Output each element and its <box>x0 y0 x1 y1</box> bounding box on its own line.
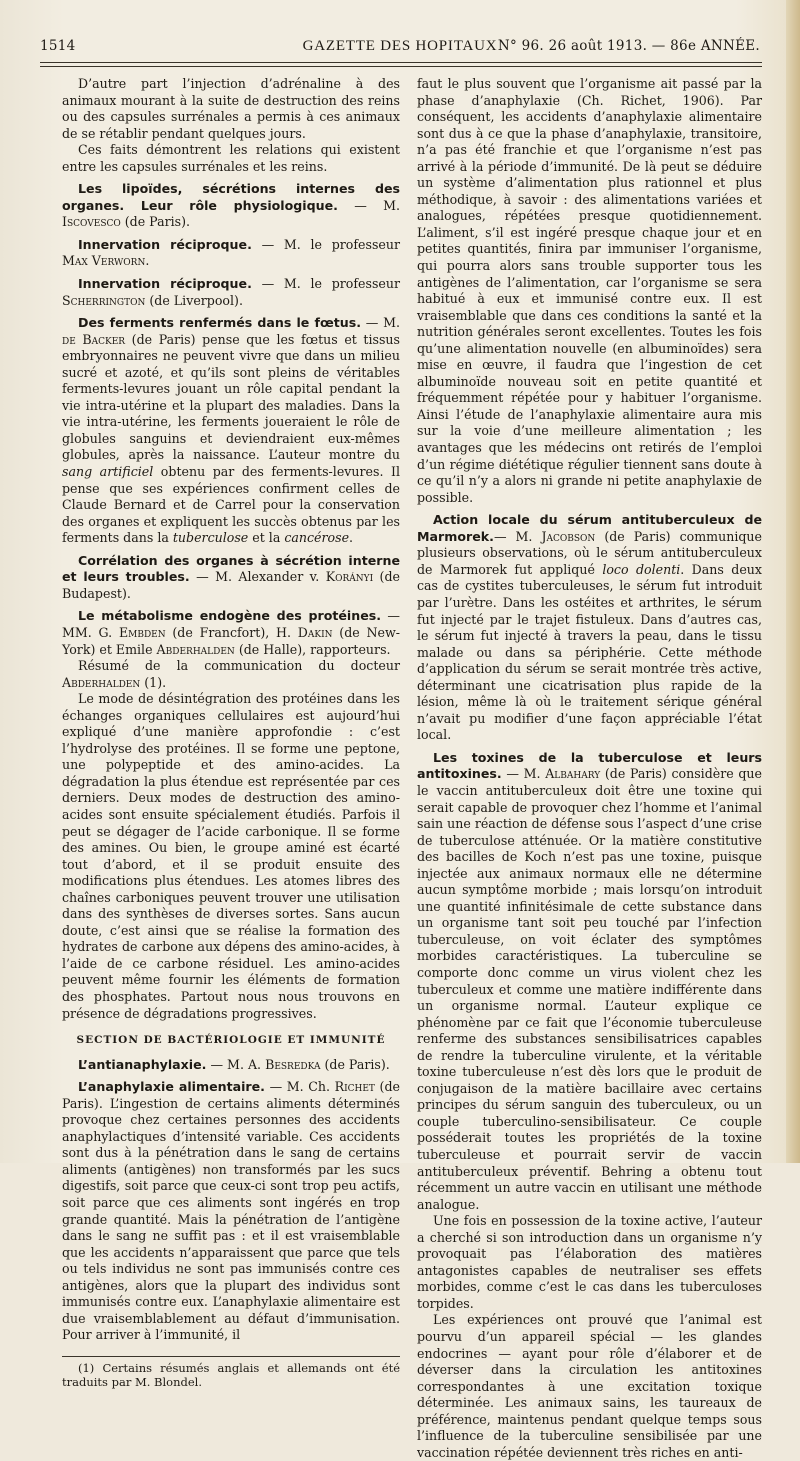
journal-title: GAZETTE DES HOPITAUX <box>302 38 498 54</box>
author-name: de Backer <box>62 331 126 347</box>
entry-title: Des ferments renfermés dans le fœtus. <box>78 315 361 331</box>
paragraph: faut le plus souvent que l’organisme ait passé par la phase d’anaphylaxie (Ch. Richet, 1906). Par conséquent, les accidents d’anaphylaxie alimentaire sont dus à ce que la phase d’anaphylaxie, transitoire, n’a pas été franchie et que l’organisme n’est pas arrivé à la période d’immunité. De là peut se déduire un système d’alimentation plus rationnel et plus méthodique, à savoir : des alimentations variées et analogues, répétées presque quotidiennement. L’aliment, s’il est ingéré presque chaque jour et en petites quantités, finira par immuniser l’organisme, qui pourra alors sans trouble supporter tous les antigènes de l’alimentation, car l’organisme se sera habitué à eux et immunisé contre eux. Il est vraisemblable que dans ces conditions la santé et la nutrition générales seront excellentes. Toutes les fois qu’une alimentation nouvelle (en albuminoïdes) sera mise en œuvre, il faudra que l’ingestion de cet albuminoïde nouveau soit en petite quantité et fréquemment répétée pour y habituer l’organisme. Ainsi l’étude de l’anaphylaxie alimentaire aura mis sur la voie d’une meilleure alimentation ; les avantages que les médecins ont retirés de l’emploi d’un régime diététique régulier tiennent sans doute à ce qu’il n’y a alors ni grande ni petite anaphylaxie de possible. <box>417 76 762 505</box>
italic-term: sang artificiel <box>62 464 154 480</box>
entry-title: Les toxines de la tuberculose et leurs antitoxines. <box>417 749 762 782</box>
entry-metabolisme <box>62 608 400 658</box>
text: . Dans deux cas de cystites tuberculeuses, le sérum fut introduit par l’urètre. Dans les ostéites et arthrites, le sérum fut injecté par le trajet fistuleux. Dans d’autres cas, le sérum fut injecté à travers la peau, dans le tissu malade ou dans sa périphérie. Cette méthode d’application du sérum se serait montrée très active, déterminant une cicatrisation plus rapide de la lésion, même là où le traitement sérique général n’avait pu modifier d’une façon appréciable l’état local. <box>417 561 762 743</box>
italic-term: cancérose <box>284 530 350 546</box>
text: — M. <box>493 528 542 544</box>
entry-title: Le métabolisme endogène des protéines. <box>78 608 382 624</box>
entry-title: Action locale du sérum antituberculeux de Marmorek. <box>417 512 762 544</box>
entry-anaphylaxie-alimentaire <box>62 1079 400 1344</box>
entry-title: Les lipoïdes, sécrétions internes des organes. Leur rôle physiologique. <box>62 181 400 213</box>
binding-edge <box>786 0 800 1163</box>
entry-title: Innervation réciproque. <box>78 236 252 252</box>
text: — M. Ch. <box>264 1079 335 1095</box>
text: — M. <box>337 197 401 213</box>
text: — M. le professeur <box>251 276 400 292</box>
entry-antianaphylaxie <box>62 1057 400 1074</box>
entry-action-locale <box>417 512 762 744</box>
entry-title: Innervation réciproque. <box>78 276 252 292</box>
entry-lipoides <box>62 181 400 231</box>
text: obtenu par des ferments-levures. Il pense que ses expériences confirment celles de Claude Bernard et de Carrel pour la conservation des organes et expliquent les succès obtenus par les ferments dans la <box>62 464 400 546</box>
entry-ferments <box>62 315 400 547</box>
section-heading: SECTION DE BACTÉRIOLOGIE ET IMMUNITÉ <box>76 1034 386 1047</box>
text: (de Paris). L’ingestion de certains aliments déterminés provoque chez certaines personnes des accidents anaphylactiques d’intensité variable. Ces accidents sont dus à la pénétration dans le sang de certains aliments (antigènes) non transformés par les sucs digestifs, soit parce que ceux-ci sont trop peu actifs, soit parce que ces aliments sont ingérés en trop grande quantité. Mais la pénétration de l’antigène dans le sang ne suffit pas : et il est vraisemblable que les accidents n’apparaissent que parce que tels ou tels individus ne sont pas immunisés contre ces antigènes, alors que la plupart des individus sont immunisés contre eux. L’anaphylaxie alimentaire est due vraisemblablement au défaut d’immunisation. Pour arriver à l’immunité, il <box>62 1079 400 1343</box>
author-name: Albahary <box>545 766 601 782</box>
text: Résumé de la communication du docteur <box>78 658 400 674</box>
author-name: Iscovesco <box>62 214 121 230</box>
entry-toxines <box>417 750 762 1213</box>
paragraph: Une fois en possession de la toxine active, l’auteur a cherché si son introduction dans un organisme n’y provoquait pas l’élaboration des matières antagonistes capables de neutraliser ses effets morbides, comme c’est le cas dans les tuberculoses torpides. <box>417 1213 762 1311</box>
paragraph: D’autre part l’injection d’adrénaline à des animaux mourant à la suite de destruction des reins ou des capsules surrénales a permis à ces animaux de se rétablir pendant quelques jours. <box>62 76 400 141</box>
author-name: Jacobson <box>541 528 596 544</box>
text: (de Paris) considère que le vaccin antituberculeux doit être une toxine qui serait capable de provoquer chez l’homme et l’animal sain une réaction de défense sous l’aspect d’une crise de tuberculose atténuée. Or la matière constitutive des bacilles de Koch n’est pas une toxine, puisque injectée aux animaux normaux elle ne détermine aucun symptôme morbide ; mais lorsqu’on introduit une quantité infinitésimale de cette substance dans un organisme tant soit peu touché par l’infection tuberculeuse, on voit éclater des symptômes morbides caractéristiques. La tuberculine se comporte donc comme un virus violent chez les tuberculeux et comme une matière indifférente dans un organisme normal. L’auteur explique ce phénomène par ce fait que l’économie tuberculeuse renferme des substances sensibilisatrices capables de rendre la tuberculine virulente, et la véritable toxine tuberculeuse n’est dès lors que le produit de conjugaison de la matière bacillaire avec certains principes du sérum sanguin des tuberculeux, ou un couple tuberculino-sensibilisateur. Ce couple posséderait toutes les propriétés de la toxine tuberculeuse et pourrait servir de vaccin antituberculeux préventif. Behring a obtenu tout récemment un autre vaccin en utilisant une méthode analogue. <box>417 766 762 1212</box>
author-name: Korányi <box>325 569 374 585</box>
text: (de Francfort), H. <box>165 624 298 640</box>
author-name: Abderhalden <box>156 641 235 657</box>
text: — M. <box>361 315 400 331</box>
text: — MM. G. <box>62 608 400 640</box>
entry-correlation <box>62 553 400 603</box>
text: . <box>349 530 354 546</box>
text: . <box>145 253 150 269</box>
text: (de Liverpool). <box>145 292 243 308</box>
text: (de Paris) pense que les fœtus et tissus embryonnaires ne peuvent vivre que dans un milieu sucré et azoté, et qu’ils sont pleins de véritables ferments-levures jouant un rôle capital pendant la vie intra-utérine et la plupart des maladies. Dans la vie intra-utérine, les ferments joueraient le rôle de globules sanguins et deviendraient eux-mêmes globules, après la naissance. L’auteur montre du <box>62 331 401 463</box>
header-rule-top <box>40 62 762 63</box>
issue-info: N° 96. 26 août 1913. — 86e ANNÉE. <box>497 38 760 54</box>
footnote: (1) Certains résumés anglais et allemands ont été traduits par M. Blondel. <box>62 1360 400 1389</box>
entry-innervation-2 <box>62 276 400 309</box>
author-name: Besredka <box>265 1056 321 1072</box>
text: (de Paris) communique plusieurs observations, où le sérum antituberculeux de Marmorek fut appliqué <box>417 528 762 577</box>
footnote-rule <box>62 1356 400 1357</box>
text: et la <box>248 530 285 546</box>
text: (de Paris). <box>320 1056 390 1072</box>
paragraph: Les expériences ont prouvé que l’animal est pourvu d’un appareil spécial — les glandes endocrines — ayant pour rôle d’élaborer et de déverser dans la circulation les antitoxines correspondantes à une excitation toxique déterminée. Les animaux sains, les taureaux de préférence, maintenus pendant quelque temps sous l’influence de la tuberculine sensibilisée par une vaccination répétée deviennent très riches en anti- <box>417 1312 762 1460</box>
text: (de Halle), rapporteurs. <box>234 641 391 657</box>
entry-title: Corrélation des organes à sécrétion interne et leurs troubles. <box>62 552 400 585</box>
left-column <box>62 76 400 1389</box>
page-number: 1514 <box>40 38 76 54</box>
author-name: Max Verworn <box>62 253 146 269</box>
entry-innervation-1 <box>62 237 400 270</box>
paragraph-resume <box>62 658 400 691</box>
author-name: Dakin <box>297 624 333 640</box>
paragraph: Ces faits démontrent les relations qui existent entre les capsules surrénales et les reins. <box>62 142 400 174</box>
text: — M. le professeur <box>251 236 400 252</box>
paragraph: Le mode de désintégration des protéines dans les échanges organiques cellulaires est aujourd’hui expliqué d’une manière approfondie : c’est l’hydrolyse des protéines. Il se forme une peptone, une polypeptide et des amino-acides. La dégradation la plus étendue est représentée par ces derniers. Deux modes de destruction des amino-acides sont ensuite spécialement étudiés. Parfois il peut se dégager de l’acide carbonique. Il se forme des amines. Ou bien, le groupe aminé est écarté tout d’abord, et il se produit ensuite des modifications plus étendues. Les atomes libres des chaînes carboniques peuvent trouver une utilisation dans des synthèses de diverses sortes. Sans aucun doute, c’est ainsi que se réalise la formation des hydrates de carbone aux dépens des amino-acides, à l’aide de ce carbone résiduel. Les amino-acides peuvent même fournir les éléments de formation des phosphates. Partout nous nous trouvons en présence de dégradations progressives. <box>62 691 400 1021</box>
text: (de Paris). <box>120 214 191 230</box>
running-header <box>40 38 760 58</box>
italic-term: loco dolenti <box>602 561 681 577</box>
footnote-ref: (1). <box>140 674 167 690</box>
italic-term: tuberculose <box>172 530 249 546</box>
text: (de New-York) et Emile <box>62 624 400 657</box>
right-column <box>417 76 762 1461</box>
entry-title: L’anaphylaxie alimentaire. <box>78 1079 265 1095</box>
text: — M. A. <box>206 1056 266 1072</box>
author-name: Abderhalden <box>62 674 141 690</box>
entry-title: L’antianaphylaxie. <box>78 1056 207 1072</box>
author-name: Richet <box>334 1079 375 1095</box>
text: (de Budapest). <box>62 569 400 601</box>
text: — M. Alexander v. <box>189 569 326 585</box>
author-name: Scherrington <box>62 292 146 308</box>
text: — M. <box>501 766 546 782</box>
author-name: Embden <box>118 624 166 640</box>
header-rule-bottom <box>40 66 762 67</box>
